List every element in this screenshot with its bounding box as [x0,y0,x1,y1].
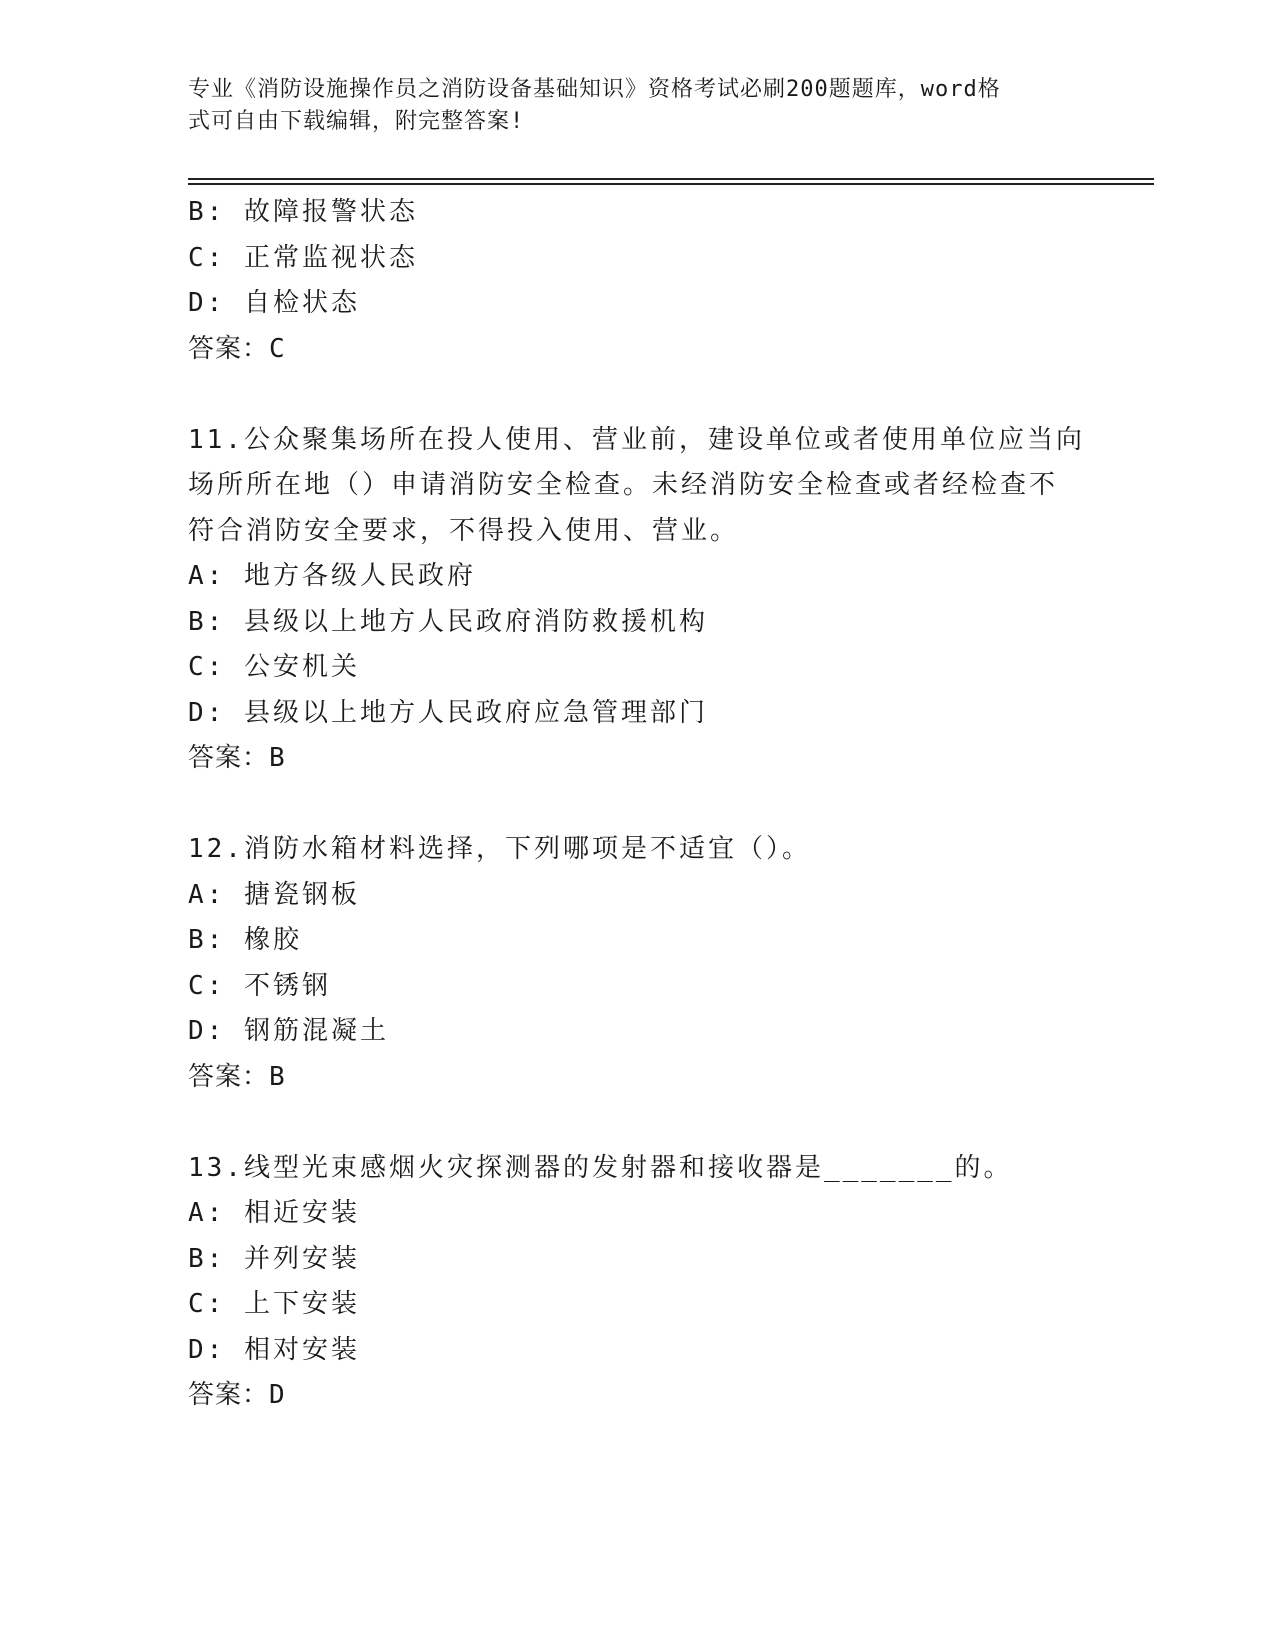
answer: 答案：C [188,333,286,364]
option-d: D: 钢筋混凝土 [188,1016,389,1046]
spacer [188,1100,1088,1146]
option-b: B: 故障报警状态 [188,197,418,227]
spacer [188,782,1088,828]
spacer [188,372,1088,418]
question-text-line: 13.线型光束感烟火灾探测器的发射器和接收器是_______的。 [188,1152,1013,1183]
question-text-line: 符合消防安全要求，不得投入使用、营业。 [188,515,740,546]
option-d: D: 自检状态 [188,288,360,318]
option-a: A: 相近安装 [188,1198,360,1228]
option-b: B: 橡胶 [188,925,302,955]
option-a: A: 地方各级人民政府 [188,561,476,591]
question-block-11 [188,418,1088,782]
question-block-13 [188,1146,1088,1419]
option-a: A: 搪瓷钢板 [188,879,360,910]
question-block-12 [188,827,1088,1100]
header-line-2: 式可自由下载编辑，附完整答案! [188,109,525,134]
option-b: B: 并列安装 [188,1243,360,1274]
option-d: D: 相对安装 [188,1334,360,1365]
option-c: C: 上下安装 [188,1289,360,1319]
option-c: C: 公安机关 [188,652,360,682]
option-b: B: 县级以上地方人民政府消防救援机构 [188,606,708,637]
question-text-line: 11.公众聚集场所在投人使用、营业前，建设单位或者使用单位应当向 [188,424,1085,455]
question-block-prev [188,190,1088,372]
answer: 答案：D [188,1380,286,1410]
option-d: D: 县级以上地方人民政府应急管理部门 [188,697,708,728]
document-header [188,74,1068,138]
option-c: C: 不锈钢 [188,970,331,1001]
header-line-1: 专业《消防设施操作员之消防设备基础知识》资格考试必刷200题题库，word格 [188,77,1001,102]
question-text-line: 场所所在地（）申请消防安全检查。未经消防安全检查或者经检查不 [188,470,1059,500]
answer: 答案：B [188,1061,286,1092]
header-divider-top [188,178,1154,180]
question-text-line: 12.消防水箱材料选择，下列哪项是不适宜（）。 [188,834,811,864]
option-c: C: 正常监视状态 [188,242,418,273]
question-list [188,190,1088,1419]
header-divider-bottom [188,183,1154,185]
answer: 答案：B [188,743,286,773]
